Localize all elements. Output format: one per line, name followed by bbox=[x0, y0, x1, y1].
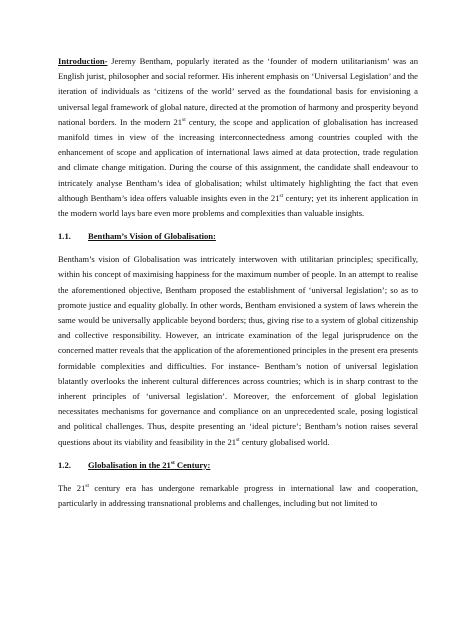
section-2-title-part1: Globalisation in the 21 bbox=[88, 459, 171, 470]
section-1-sup: st bbox=[236, 436, 240, 443]
section-1-title: Bentham’s Vision of Globalisation: bbox=[88, 231, 216, 242]
intro-text-part1: Jeremy Bentham, popularly iterated as the ‘founder of modern utilitarianism’ was an English jurist, philosopher and social reformer. His inherent emphasis on ‘Universal Legislation’ and the iteration of individuals as ‘citizens of the world’ served as the foundational basis for envisioning a universal legal framework of global nature, directed at the promotion of harmony and prosperity beyond national borders. In the modern 21 bbox=[58, 56, 418, 127]
section-2-paragraph bbox=[58, 481, 418, 511]
intro-sup1: st bbox=[182, 116, 186, 123]
intro-sup2: st bbox=[279, 192, 284, 199]
intro-paragraph bbox=[58, 54, 418, 221]
section-2-title bbox=[88, 458, 210, 473]
section-2-title-sup: st bbox=[170, 459, 175, 466]
section-2-text-part1: The 21 bbox=[58, 482, 86, 493]
section-2-heading bbox=[58, 458, 418, 473]
section-1-text-part1: Bentham’s vision of Globalisation was intricately interwoven with utilitarian principles; specifically, within his concept of maximising happiness for the maximum number of people. In an attempt to realise the aforementioned objective, Bentham proposed the establishment of ‘universal legislation’; so as to promote justice and equality globally. In other words, Bentham envisioned a system of laws wherein the same would be universally applicable beyond borders; thus, giving rise to a system of global citizenship and collective responsibility. However, an intricate examination of the legal jurisprudence on the concerned matter reveals that the application of the aforementioned principles in the present era presents formidable complexities and difficulties. For instance- Bentham’s notion of universal legislation blatantly overlooks the inherent cultural differences across countries; which is in sharp contrast to the inherent principles of ‘universal legislation’. Moreover, the enforcement of global legislation necessitates mechanisms for governance and compliance on an unprecedented scale, posing logistical and political challenges. Thus, despite presenting an ‘ideal picture’; Bentham’s notion raises several questions about its viability and feasibility in the 21 bbox=[58, 254, 418, 447]
section-1-text-part2: century globalised world. bbox=[239, 436, 330, 447]
section-2-number: 1.2. bbox=[58, 459, 71, 470]
intro-heading: Introduction- bbox=[58, 56, 108, 66]
section-1-heading bbox=[58, 229, 418, 244]
section-2-sup: st bbox=[85, 482, 89, 489]
section-1-number: 1.1. bbox=[58, 231, 71, 242]
section-2-text-part2: century era has undergone remarkable progress in international law and cooperation, particularly in addressing transnational problems and challenges, including but not limited to bbox=[58, 482, 418, 509]
intro-text-part2: century, the scope and application of globalisation has increased manifold times in view of the increasing interconnectedness among countries coupled with the enhancement of scope and application of international laws aimed at data protection, trade regulation and climate change mitigation. During the course of this assignment, the candidate shall endeavour to intricately analyse Bentham’s idea of globalisation; whilst ultimately highlighting the fact that even although Bentham’s idea offers valuable insights even in the 21 bbox=[58, 116, 418, 203]
section-2-title-part2: Century: bbox=[174, 459, 211, 470]
intro-text-part3: century; yet its inherent application in the modern world lays bare even more problems and complexities than valuable insights. bbox=[58, 192, 419, 219]
section-1-paragraph bbox=[58, 252, 418, 450]
